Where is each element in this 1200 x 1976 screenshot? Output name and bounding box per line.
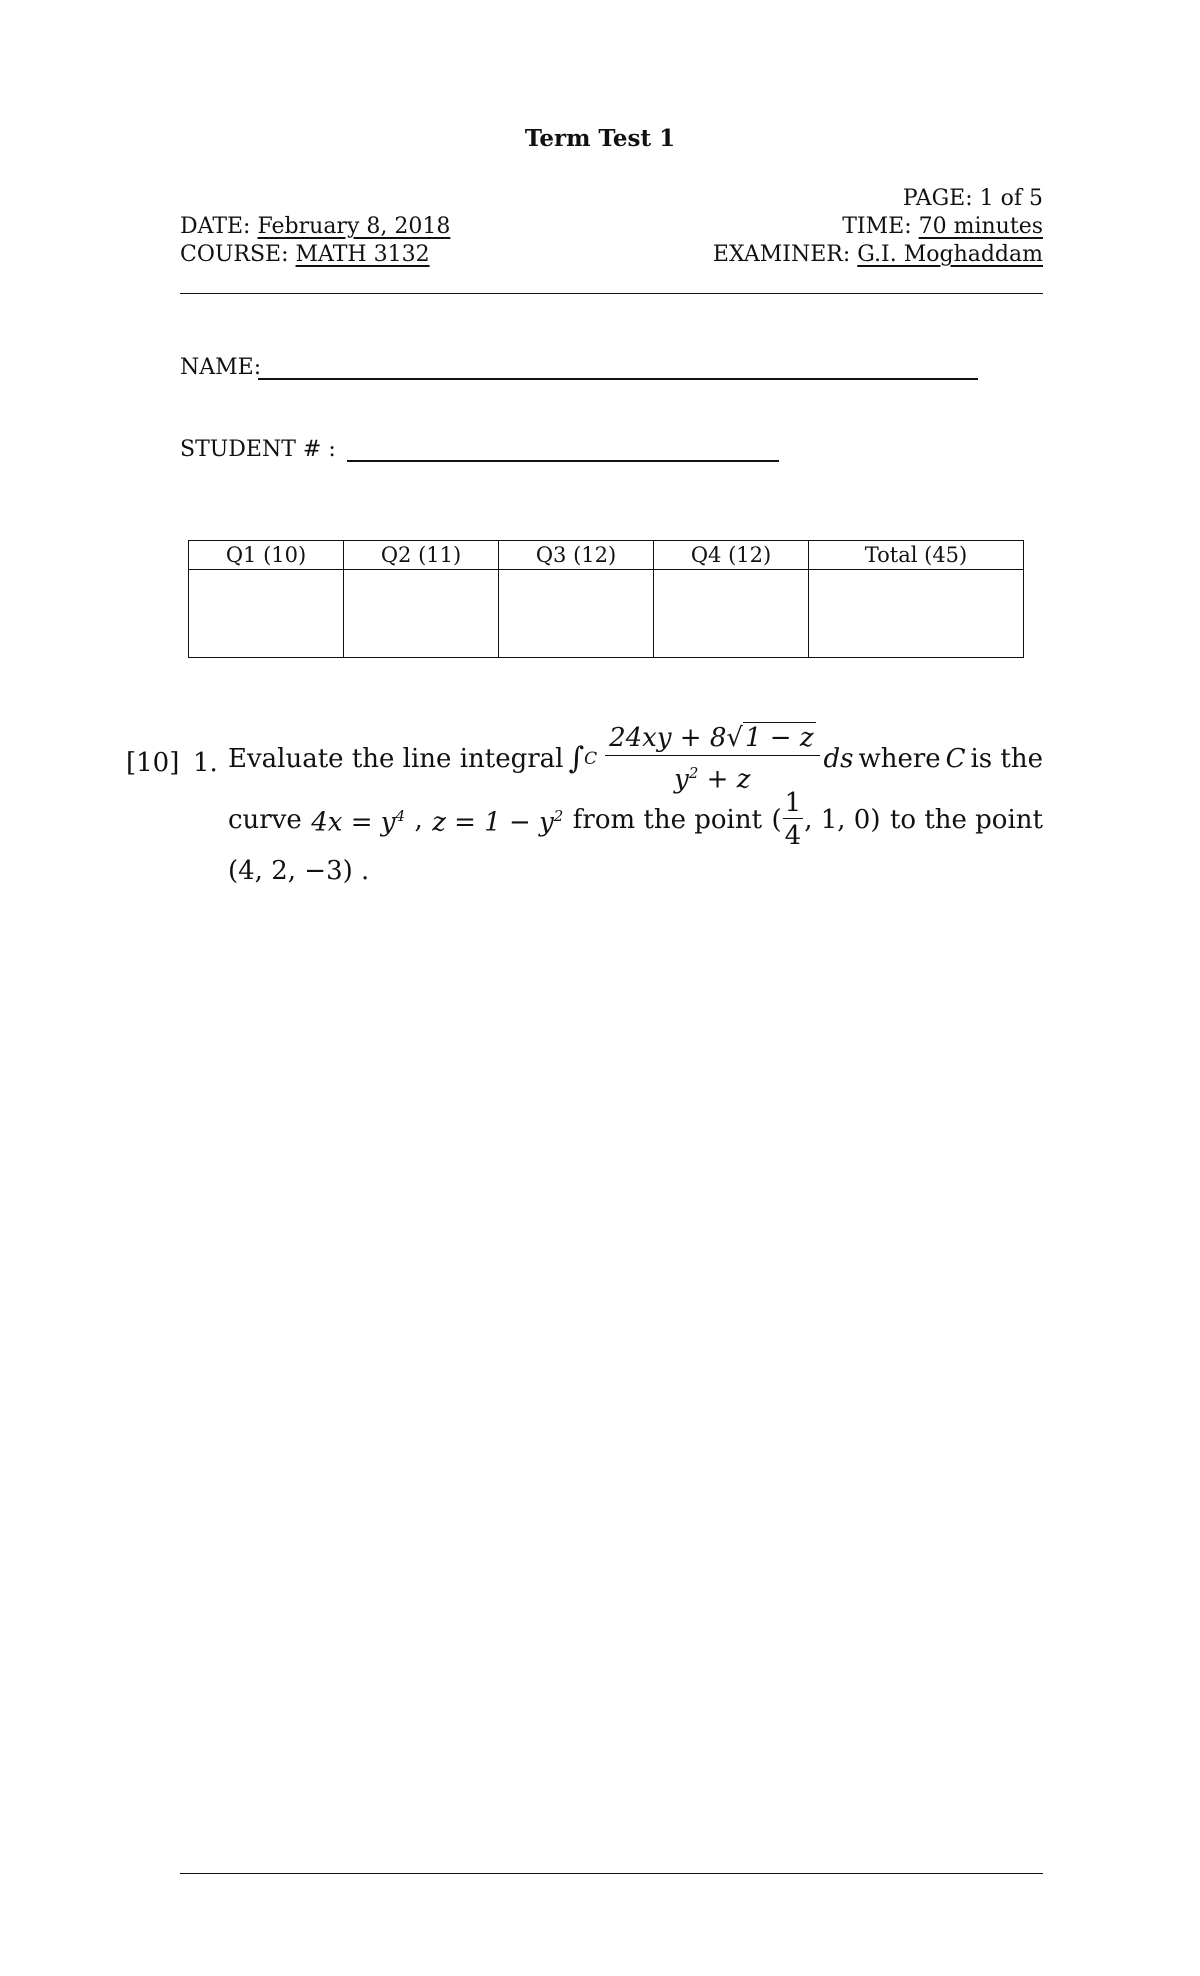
- start-point-rest: , 1, 0): [804, 804, 881, 835]
- start-fraction-den: 4: [784, 821, 802, 851]
- question-1-intro: Evaluate the line integral: [228, 743, 564, 774]
- page-label: PAGE:: [902, 186, 973, 211]
- sqrt-sign: √: [726, 723, 743, 753]
- name-field[interactable]: [258, 378, 978, 380]
- footer-rule: [180, 1873, 1043, 1874]
- date-value: February 8, 2018: [257, 214, 451, 239]
- start-point: [772, 788, 881, 851]
- examiner-line: [713, 241, 1043, 269]
- date-line: [180, 213, 450, 241]
- header-rule: [180, 293, 1043, 294]
- score-header-q3: Q3 (12): [499, 541, 654, 570]
- score-cell-q1[interactable]: [189, 570, 344, 658]
- integrand-numerator: [605, 723, 819, 756]
- page-line: [903, 185, 1043, 213]
- eq1-body: 4x = y: [311, 807, 396, 838]
- question-1-line-1: [228, 723, 1043, 795]
- score-header-q1: Q1 (10): [189, 541, 344, 570]
- question-1-where: where: [858, 743, 941, 774]
- start-fraction-num: 1: [784, 788, 802, 818]
- denominator-base: y: [674, 764, 689, 795]
- page-title: Term Test 1: [524, 125, 676, 152]
- question-1-is-the: is the: [970, 743, 1043, 774]
- course-line: [180, 241, 430, 269]
- curve-equation-2: [432, 799, 563, 840]
- score-table: [188, 540, 1024, 658]
- integral-symbol: ∫: [568, 740, 585, 776]
- curve-variable: C: [945, 743, 966, 774]
- end-point: (4, 2, −3) .: [228, 856, 370, 886]
- question-1-line-2: [228, 788, 1043, 851]
- course-value: MATH 3132: [295, 242, 430, 267]
- eq2-exponent: 2: [553, 807, 564, 826]
- page-value: 1 of 5: [979, 186, 1043, 211]
- question-1-curve-word: curve: [228, 804, 302, 835]
- time-label: TIME:: [842, 214, 912, 239]
- integrand-fraction: [605, 723, 819, 795]
- time-value: 70 minutes: [918, 214, 1043, 239]
- student-number-field[interactable]: [347, 460, 779, 462]
- student-number-label: STUDENT # :: [180, 437, 336, 462]
- score-header-q4: Q4 (12): [654, 541, 809, 570]
- denominator-tail: + z: [698, 764, 751, 795]
- course-label: COURSE:: [180, 242, 289, 267]
- question-1-number: 1.: [193, 748, 218, 778]
- examiner-label: EXAMINER:: [712, 242, 851, 267]
- score-header-total: Total (45): [809, 541, 1024, 570]
- start-point-open: (: [771, 804, 782, 835]
- score-cell-q2[interactable]: [344, 570, 499, 658]
- line-integral-expression: [568, 723, 853, 795]
- score-table-header-row: [189, 541, 1024, 570]
- denominator-exponent: 2: [688, 764, 699, 782]
- from-the-point: from the point: [572, 804, 763, 835]
- score-header-q2: Q2 (11): [344, 541, 499, 570]
- score-table-entry-row: [189, 570, 1024, 658]
- time-line: [842, 213, 1043, 241]
- examiner-value: G.I. Moghaddam: [857, 242, 1043, 267]
- question-1-marks: [10]: [126, 748, 180, 778]
- to-the-point: to the point: [889, 804, 1043, 835]
- eq2-body: z = 1 − y: [432, 807, 554, 838]
- date-label: DATE:: [180, 214, 251, 239]
- curve-equation-1: [311, 799, 405, 840]
- score-cell-q4[interactable]: [654, 570, 809, 658]
- score-cell-q3[interactable]: [499, 570, 654, 658]
- equation-separator: ,: [414, 804, 423, 835]
- score-cell-total[interactable]: [809, 570, 1024, 658]
- eq1-exponent: 4: [395, 807, 406, 826]
- integral-subscript: C: [584, 748, 598, 769]
- numerator-term: 24xy + 8: [609, 723, 727, 753]
- name-label: NAME:: [180, 355, 262, 380]
- start-point-fraction: [783, 788, 804, 851]
- sqrt-argument: 1 − z: [744, 723, 814, 753]
- ds-term: ds: [823, 743, 854, 774]
